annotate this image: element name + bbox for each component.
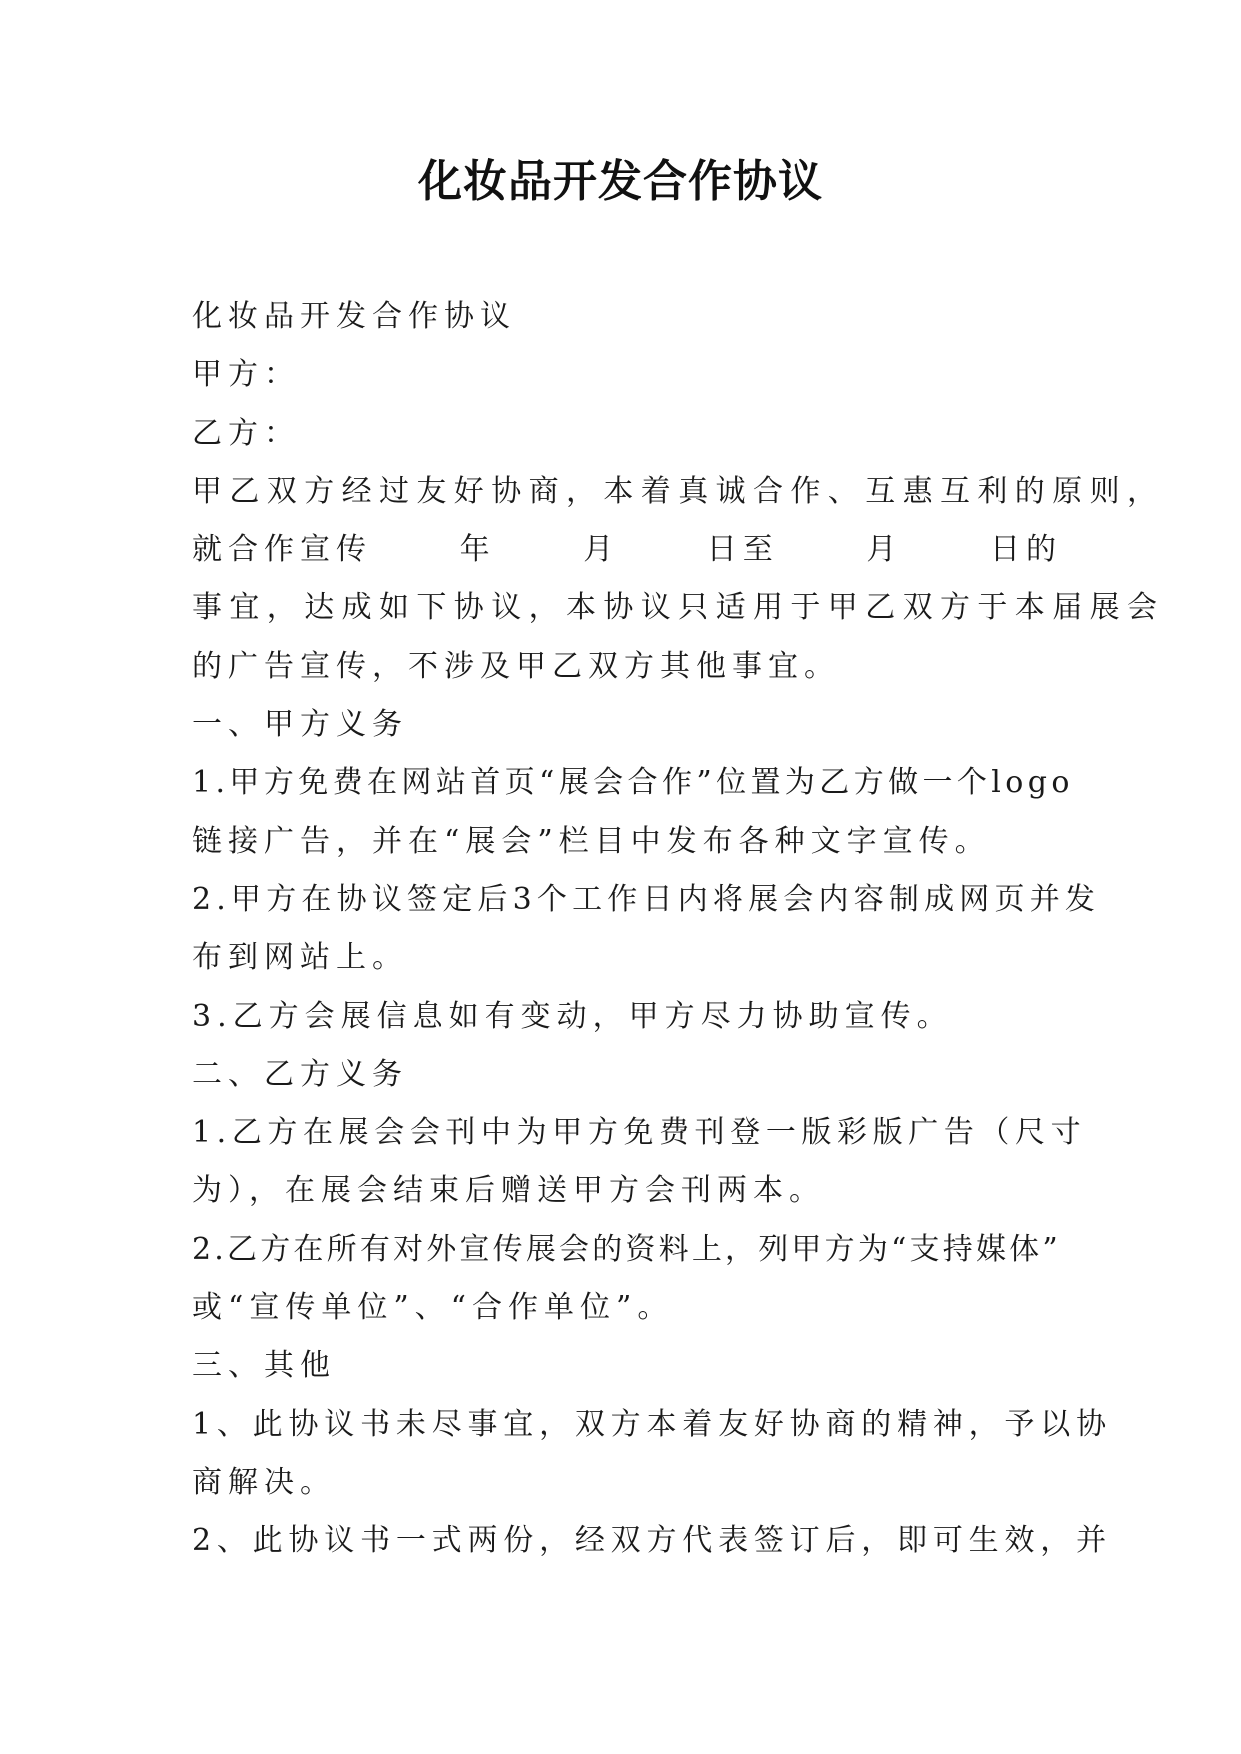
clause-line: 2、此协议书一式两份，经双方代表签订后，即可生效，并: [192, 1523, 1112, 1559]
clause-line: 布到网站上。: [192, 940, 408, 976]
party-a-line: 甲方：: [192, 357, 300, 393]
clause-line: 1、此协议书未尽事宜，双方本着友好协商的精神，予以协: [192, 1406, 1112, 1442]
document-title: 化妆品开发合作协议: [418, 156, 823, 207]
document-body: [192, 288, 1165, 1571]
body-heading: 化妆品开发合作协议: [192, 299, 516, 334]
date-line-part: 日至: [706, 532, 779, 568]
date-line-part: 日的: [989, 532, 1062, 568]
clause-line: 2.乙方在所有对外宣传展会的资料上，列甲方为“支持媒体”: [192, 1231, 1061, 1267]
clause-line: 1.乙方在展会会刊中为甲方免费刊登一版彩版广告（尺寸: [192, 1115, 1087, 1151]
date-line-part: 月: [583, 532, 620, 568]
paragraph-line: 事宜，达成如下协议，本协议只适用于甲乙双方于本届展会: [192, 590, 1165, 626]
clause-line: 商解决。: [192, 1464, 336, 1500]
section-heading: 一、甲方义务: [192, 707, 408, 743]
clause-line: 链接广告，并在“展会”栏目中发布各种文字宣传。: [192, 823, 991, 859]
section-heading: 二、乙方义务: [192, 1056, 408, 1092]
date-line-part: 就合作宣传: [192, 532, 372, 568]
date-line-part: 月: [866, 532, 903, 568]
clause-line: 为），在展会结束后赠送甲方会刊两本。: [192, 1173, 825, 1209]
clause-line: 1.甲方免费在网站首页“展会合作”位置为乙方做一个logo: [192, 765, 1074, 801]
paragraph-line: 甲乙双方经过友好协商，本着真诚合作、互惠互利的原则，: [192, 473, 1165, 509]
date-line: [192, 521, 1062, 579]
clause-line: 3.乙方会展信息如有变动，甲方尽力协助宣传。: [192, 998, 953, 1034]
section-heading: 三、其他: [192, 1348, 336, 1384]
clause-line: 2.甲方在协议签定后3个工作日内将展会内容制成网页并发: [192, 881, 1101, 917]
paragraph-line: 的广告宣传，不涉及甲乙双方其他事宜。: [192, 648, 840, 684]
party-b-line: 乙方：: [192, 415, 300, 451]
date-line-part: 年: [459, 532, 496, 568]
clause-line: 或“宣传单位”、“合作单位”。: [192, 1290, 674, 1326]
